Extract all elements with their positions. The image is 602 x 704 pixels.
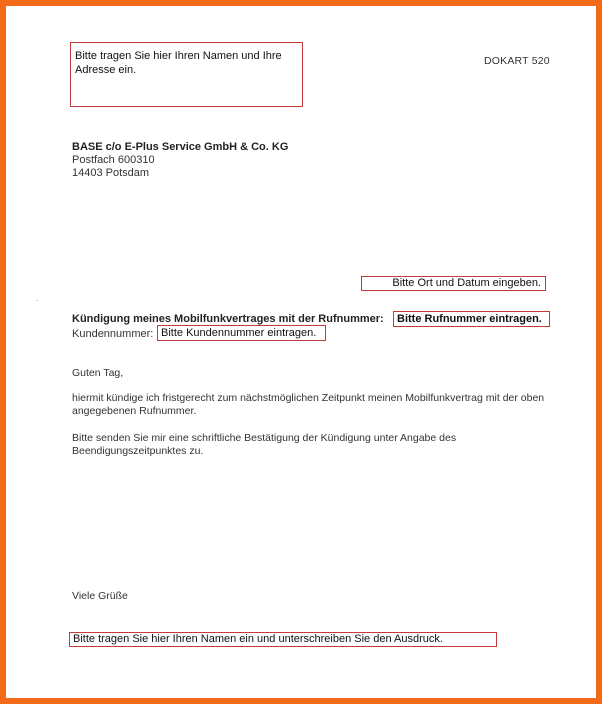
recipient-address [72,141,288,180]
customer-number-field[interactable] [157,325,326,341]
body-paragraph-2: Bitte senden Sie mir eine schriftliche Bestätigung der Kündigung unter Angabe des Beendigungszeitpunktes zu. [72,432,457,457]
place-date-placeholder: Bitte Ort und Datum eingeben. [392,277,541,289]
document-code: DOKART 520 [484,55,550,67]
phone-number-placeholder: Bitte Rufnummer eintragen. [397,313,542,325]
body-paragraph-1: hiermit kündige ich fristgerecht zum nächstmöglichen Zeitpunkt meinen Mobilfunkvertrag mit der oben angegebenen Rufnummer. [72,392,545,417]
signature-field[interactable] [69,632,497,647]
sender-address-placeholder: Bitte tragen Sie hier Ihren Namen und Ihre Adresse ein. [75,50,282,76]
phone-number-field[interactable] [393,311,550,327]
margin-mark [36,300,38,301]
signature-placeholder: Bitte tragen Sie hier Ihren Namen ein und unterschreiben Sie den Ausdruck. [73,633,443,645]
recipient-name: BASE c/o E-Plus Service GmbH & Co. KG [72,141,289,153]
sender-address-field[interactable] [70,42,303,107]
greeting: Guten Tag, [72,367,124,379]
closing: Viele Grüße [72,590,128,602]
letter-page [6,6,596,698]
place-date-field[interactable] [361,276,546,291]
customer-number-label: Kundennummer: [72,328,154,340]
recipient-city: 14403 Potsdam [72,167,150,179]
subject-line: Kündigung meines Mobilfunkvertrages mit der Rufnummer: [72,313,384,325]
recipient-postbox: Postfach 600310 [72,154,155,166]
customer-number-placeholder: Bitte Kundennummer eintragen. [161,327,317,339]
